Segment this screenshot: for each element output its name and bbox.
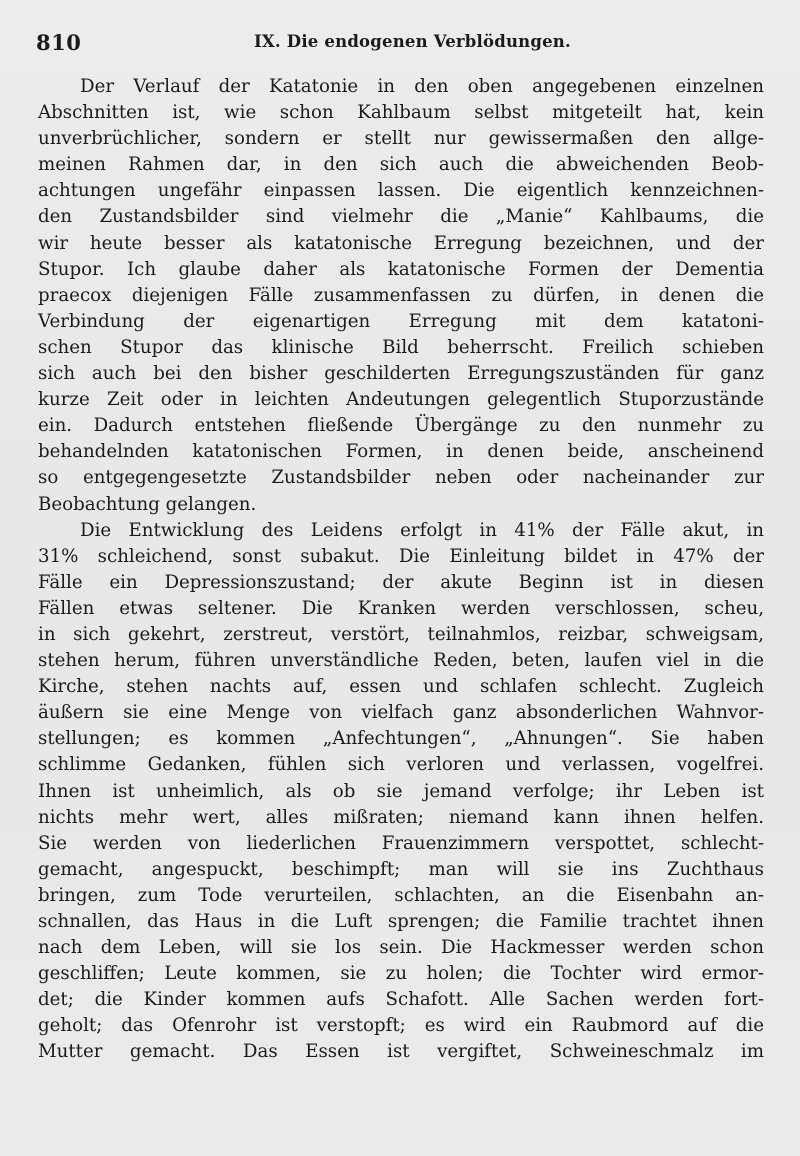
text-line: bringen, zum Tode verurteilen, schlachten, an die Eisenbahn an- [38,884,764,906]
text-line: behandelnden katatonischen Formen, in denen beide, anscheinend [38,441,764,463]
text-line: wir heute besser als katatonische Erregung bezeichnen, und der [38,232,764,254]
text-line: Fällen etwas seltener. Die Kranken werden verschlossen, scheu, [38,597,764,619]
text-line: geschliffen; Leute kommen, sie zu holen; die Tochter wird ermor- [38,963,764,985]
text-line: schen Stupor das klinische Bild beherrscht. Freilich schieben [38,336,764,358]
text-line: det; die Kinder kommen aufs Schafott. Alle Sachen werden fort- [38,989,764,1011]
text-line: in sich gekehrt, zerstreut, verstört, teilnahmlos, reizbar, schweigsam, [38,623,764,645]
text-line: Mutter gemacht. Das Essen ist vergiftet, Schweineschmalz im [38,1041,764,1063]
text-line: meinen Rahmen dar, in den sich auch die abweichenden Beob- [38,154,764,176]
text-line: kurze Zeit oder in leichten Andeutungen gelegentlich Stuporzustände [38,389,764,411]
text-line: stehen herum, führen unverständliche Reden, beten, laufen viel in die [38,650,764,672]
text-line: praecox diejenigen Fälle zusammenfassen zu dürfen, in denen die [38,284,764,306]
text-line: unverbrüchlicher, sondern er stellt nur gewissermaßen den allge- [38,128,764,150]
text-line: Fälle ein Depressionszustand; der akute Beginn ist in diesen [38,571,764,593]
text-line: geholt; das Ofenrohr ist verstopft; es wird ein Raubmord auf die [38,1015,764,1037]
text-line: 31% schleichend, sonst subakut. Die Einleitung bildet in 47% der [38,545,764,567]
text-line: sich auch bei den bisher geschilderten Erregungszuständen für ganz [38,363,764,385]
text-line: den Zustandsbilder sind vielmehr die „Manie“ Kahlbaums, die [38,206,764,228]
paragraph-1 [38,74,764,518]
text-line: Ihnen ist unheimlich, als ob sie jemand verfolge; ihr Leben ist [38,780,764,802]
text-line: Sie werden von liederlichen Frauenzimmern verspottet, schlecht- [38,832,764,854]
text-line: Die Entwicklung des Leidens erfolgt in 41% der Fälle akut, in [80,519,764,541]
text-line: nichts mehr wert, alles mißraten; niemand kann ihnen helfen. [38,806,764,828]
body-text [38,74,764,1066]
text-line: Stupor. Ich glaube daher als katatonische Formen der Dementia [38,258,764,280]
page-number: 810 [36,30,82,55]
text-line: stellungen; es kommen „Anfechtungen“, „Ahnungen“. Sie haben [38,728,764,750]
paragraph-2 [38,518,764,1066]
page-header [36,28,764,58]
text-line: achtungen ungefähr einpassen lassen. Die eigentlich kennzeichnen- [38,180,764,202]
text-line: Verbindung der eigenartigen Erregung mit dem katatoni- [38,310,764,332]
text-line: Beobachtung gelangen. [38,493,257,515]
text-line: Der Verlauf der Katatonie in den oben angegebenen einzelnen [80,76,764,97]
text-line: schnallen, das Haus in die Luft sprengen; die Familie trachtet ihnen [38,911,764,932]
text-line: Kirche, stehen nachts auf, essen und schlafen schlecht. Zugleich [38,676,764,698]
text-line: so entgegengesetzte Zustandsbilder neben oder nacheinander zur [38,467,764,489]
text-line: gemacht, angespuckt, beschimpft; man will sie ins Zuchthaus [38,858,764,880]
text-line: nach dem Leben, will sie los sein. Die Hackmesser werden schon [38,937,764,959]
text-line: Abschnitten ist, wie schon Kahlbaum selbst mitgeteilt hat, kein [38,102,764,124]
running-title: IX. Die endogenen Verblödungen. [254,32,571,51]
text-line: ein. Dadurch entstehen fließende Übergänge zu den nunmehr zu [38,415,764,437]
text-line: schlimme Gedanken, fühlen sich verloren und verlassen, vogelfrei. [38,754,764,776]
text-line: äußern sie eine Menge von vielfach ganz absonderlichen Wahnvor- [38,702,764,724]
